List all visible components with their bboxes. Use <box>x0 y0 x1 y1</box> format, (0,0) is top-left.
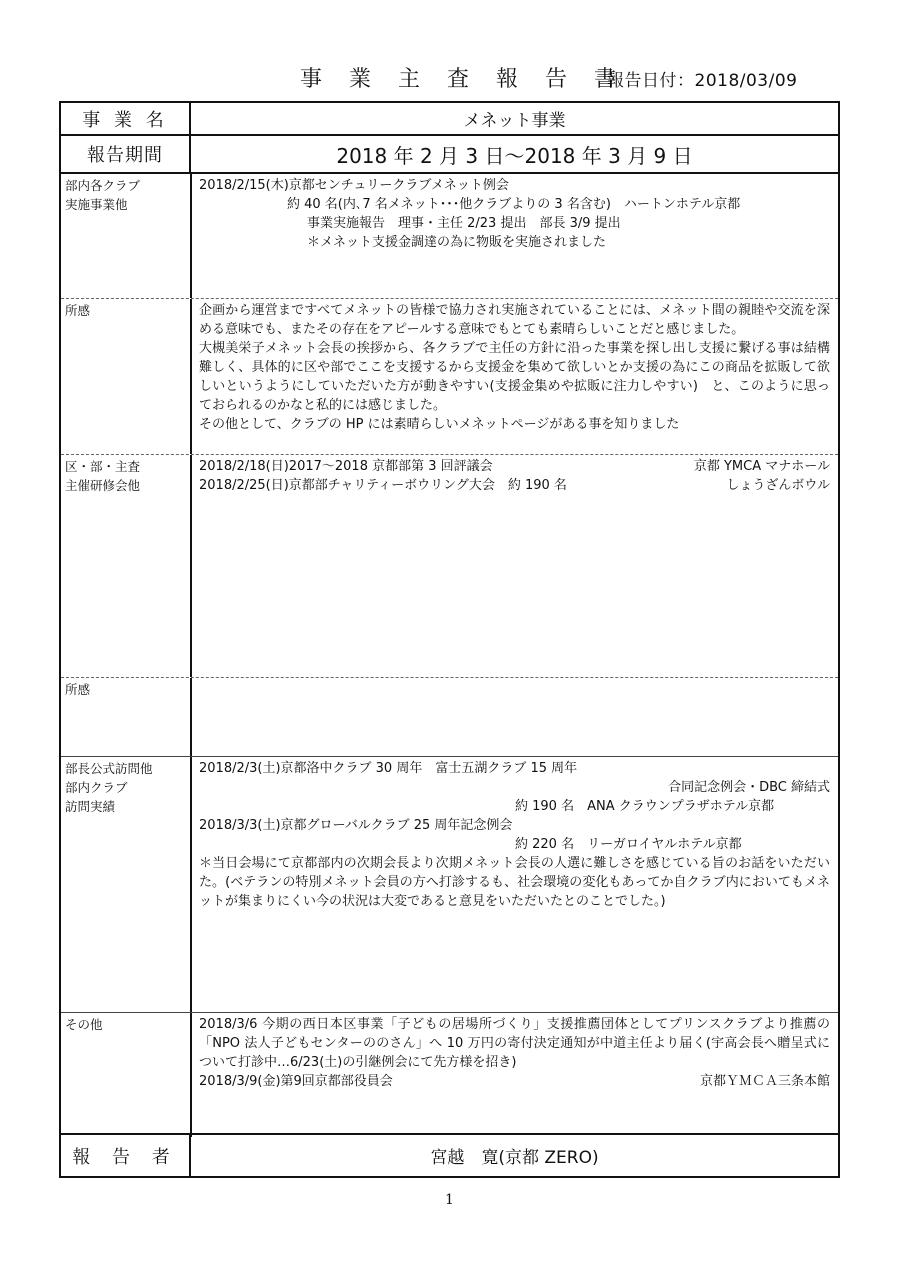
report-form <box>59 101 840 1178</box>
document-title: 事 業 主 査 報 告 書 <box>300 67 626 92</box>
visits-body <box>199 759 830 911</box>
impression-body-1 <box>199 301 830 434</box>
training-label: 区・部・主査 主催研修会他 <box>65 459 141 493</box>
visits-section <box>61 757 838 1013</box>
period-label: 報告期間 <box>61 136 191 172</box>
club-event-line: 2018/2/15(木)京都センチュリークラブメネット例会 <box>199 178 509 193</box>
other-body <box>199 1015 830 1091</box>
period-value: 2018 年 2 月 3 日〜2018 年 3 月 9 日 <box>336 143 693 168</box>
training-body <box>199 457 830 495</box>
visit-line: 約 220 名 リーガロイヤルホテル京都 <box>515 837 742 852</box>
column-divider <box>190 757 192 1012</box>
visit-line: 合同記念例会・DBC 締結式 <box>668 780 830 795</box>
other-paragraph: 2018/3/6 今期の西日本区事業「子どもの居場所づくり」支援推薦団体としてプリンスクラブより推薦の「NPO 法人子どもセンターののさん」へ 10 万円の寄付決定通知が中道主任より届く(宇高会長へ贈呈式について打診中…6/23(土)の引継例会にて先方様を招き) <box>199 1017 830 1070</box>
impression-label-1: 所感 <box>65 303 91 318</box>
column-divider <box>190 174 192 298</box>
training-section <box>61 455 838 678</box>
impression-paragraph: その他として、クラブの HP には素晴らしいメネットページがある事を知りました <box>199 417 680 432</box>
report-date: 報告日付：2018/03/09 <box>607 71 798 91</box>
impression-section-2 <box>61 678 838 757</box>
column-divider <box>190 455 192 677</box>
visits-label: 部長公式訪問他 部内クラブ 訪問実績 <box>65 761 153 814</box>
impression-section-1 <box>61 299 838 455</box>
impression-paragraph: 大槻美栄子メネット会長の挨拶から、各クラブで主任の方針に沿った事業を探し出し支援に繋げる事は結構難しく、具体的に区や部でここを支援するから支援金を集めて欲しいとか支援の為にこの商品を拡販して欲しいというようにしていただいた方が動きやすい(支援金集めや拡販に注力しやすい) と、このように思っておられるのかなと私的には感じました。 <box>199 341 830 413</box>
project-value: メネット事業 <box>463 111 566 131</box>
other-row: 2018/3/9(金)第9回京都部役員会 京都ＹＭＣＡ三条本館 <box>199 1074 830 1089</box>
club-events-label: 部内各クラブ 実施事業他 <box>65 178 141 212</box>
visit-note: ＊当日会場にて京都部内の次期会長より次期メネット会長の人選に難しさを感じている旨のお話をいただいた。(ベテランの特別メネット会員の方へ打診するも、社会環境の変化もあってか自クラブ内においてもメネットが集まりにくい今の状況は大変であると意見をいただいたとのことでした。) <box>199 856 830 909</box>
visit-line: 2018/2/3(土)京都洛中クラブ 30 周年 富士五湖クラブ 15 周年 <box>199 761 578 776</box>
impression-label-2: 所感 <box>65 682 91 697</box>
project-label: 事 業 名 <box>61 103 191 134</box>
visit-line: 2018/3/3(土)京都グローバルクラブ 25 周年記念例会 <box>199 818 513 833</box>
other-section <box>61 1013 838 1137</box>
training-row: 2018/2/18(日)2017〜2018 京都部第 3 回評議会 京都 YMCA マナホール <box>199 459 830 474</box>
column-divider <box>190 299 192 454</box>
club-event-line: ＊メネット支援金調達の為に物販を実施されました <box>307 235 607 250</box>
project-row <box>61 103 838 136</box>
title-row <box>0 62 899 94</box>
page-number: 1 <box>445 1192 454 1208</box>
training-row: 2018/2/25(日)京都部チャリティーボウリング大会 約 190 名 しょうざんボウル <box>199 478 830 493</box>
club-events-section <box>61 174 838 299</box>
reporter-value: 宮越 寛(京都 ZERO) <box>430 1148 599 1168</box>
impression-paragraph: 企画から運営まですべてメネットの皆様で協力され実施されていることには、メネット間の親睦や交流を深める意味でも、またその存在をアピールする意味でもとても素晴らしいことだと感じました。 <box>199 303 830 337</box>
club-events-body <box>199 176 830 252</box>
other-label: その他 <box>65 1017 103 1032</box>
column-divider <box>190 678 192 756</box>
club-event-line: 約 40 名(内､7 名メネット･･･他クラブよりの 3 名含む) ハートンホテル京都 <box>287 197 741 212</box>
visit-line: 約 190 名 ANA クラウンプラザホテル京都 <box>515 799 775 814</box>
club-event-line: 事業実施報告 理事・主任 2/23 提出 部長 3/9 提出 <box>307 216 621 231</box>
reporter-label: 報 告 者 <box>61 1135 191 1176</box>
period-row <box>61 136 838 174</box>
column-divider <box>190 1013 192 1137</box>
reporter-row <box>61 1133 838 1176</box>
